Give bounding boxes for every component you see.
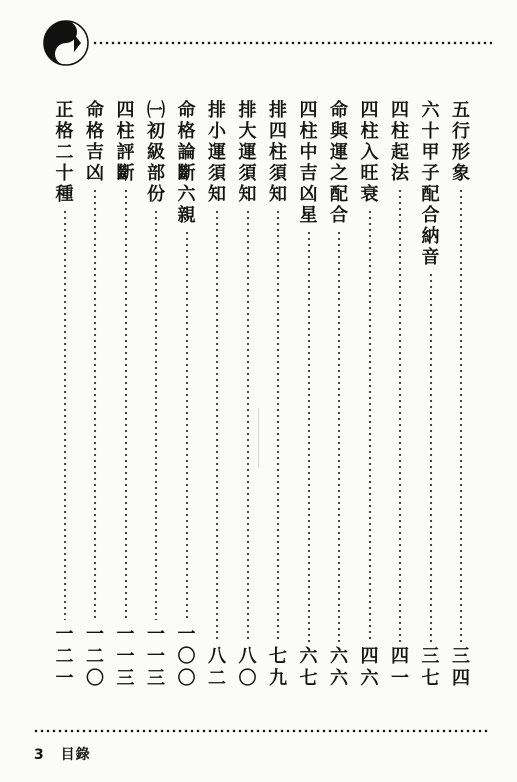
toc-leader-dots [185,230,189,620]
toc-leader-dots [398,188,402,642]
toc-entry-page: 八 〇 [238,646,257,689]
toc-entry-page: 四 一 [391,646,409,689]
toc-leader-dots [154,209,158,620]
toc-leader-dots [307,230,311,642]
toc-entry[interactable] [114,100,138,700]
toc-entry-page: 六 六 [330,646,348,689]
page-footer [34,744,101,764]
toc-entry[interactable] [388,100,412,700]
toc-leader-dots [246,209,250,642]
toc-entry[interactable] [297,100,321,700]
toc-entry-page: 一 二 一 [55,624,74,689]
toc-entry[interactable] [53,100,77,700]
toc-leader-dots [429,272,433,642]
toc-entry-page: 一 一 三 [147,624,165,689]
toc-entry-page: 一 〇 〇 [177,624,196,689]
toc-entry[interactable] [144,100,168,700]
page-number: 3 [34,747,45,763]
toc-leader-dots [368,209,372,642]
toc-entry-title: 排 小 運 須 知 [208,100,226,205]
bottom-dotted-rule [33,729,489,733]
toc-entry[interactable] [175,100,199,700]
toc-entry-title: 正 格 二 十 種 [55,100,74,205]
toc-entry-title: 排 四 柱 須 知 [269,100,287,205]
toc-entry-title: 排 大 運 須 知 [238,100,257,205]
toc-entry[interactable] [236,100,260,700]
toc-entry-page: 一 二 〇 [86,624,104,689]
toc-entry-title: 六 十 甲 子 配 合 納 音 [421,100,440,268]
toc-entry[interactable] [327,100,351,700]
toc-entry-page: 六 七 [299,646,318,689]
page-crease [258,408,259,468]
toc-leader-dots [63,209,67,620]
toc-entry-title: 五 行 形 象 [452,100,470,184]
toc-entry[interactable] [449,100,473,700]
toc-leader-dots [459,188,463,642]
toc-entry[interactable] [83,100,107,700]
toc-entry[interactable] [358,100,382,700]
toc-entry-title: 四 柱 評 斷 [116,100,135,184]
section-title: 目錄 [60,747,91,763]
toc-entry-title: 命 格 論 斷 六 親 [177,100,196,226]
toc-entry-title: ㈠ 初 級 部 份 [147,100,165,205]
toc-entry[interactable] [419,100,443,700]
toc-entry[interactable] [205,100,229,700]
toc-entry-title: 四 柱 中 吉 凶 星 [299,100,318,226]
toc-entry-page: 一 一 三 [116,624,135,689]
toc-entry-title: 命 與 運 之 配 合 [330,100,348,226]
toc-entry-page: 三 四 [452,646,470,689]
toc-entry-title: 四 柱 起 法 [391,100,409,184]
toc-entry-title: 命 格 吉 凶 [86,100,104,184]
toc-entry[interactable] [266,100,290,700]
toc-leader-dots [337,230,341,642]
toc-leader-dots [276,209,280,642]
toc-entry-page: 七 九 [269,646,287,689]
toc-leader-dots [124,188,128,620]
toc-entry-title: 四 柱 入 旺 衰 [360,100,379,205]
toc-leader-dots [93,188,97,620]
toc-leader-dots [215,209,219,642]
toc-entry-page: 四 六 [360,646,379,689]
toc-entry-page: 八 二 [208,646,226,689]
toc-entry-page: 三 七 [421,646,440,689]
